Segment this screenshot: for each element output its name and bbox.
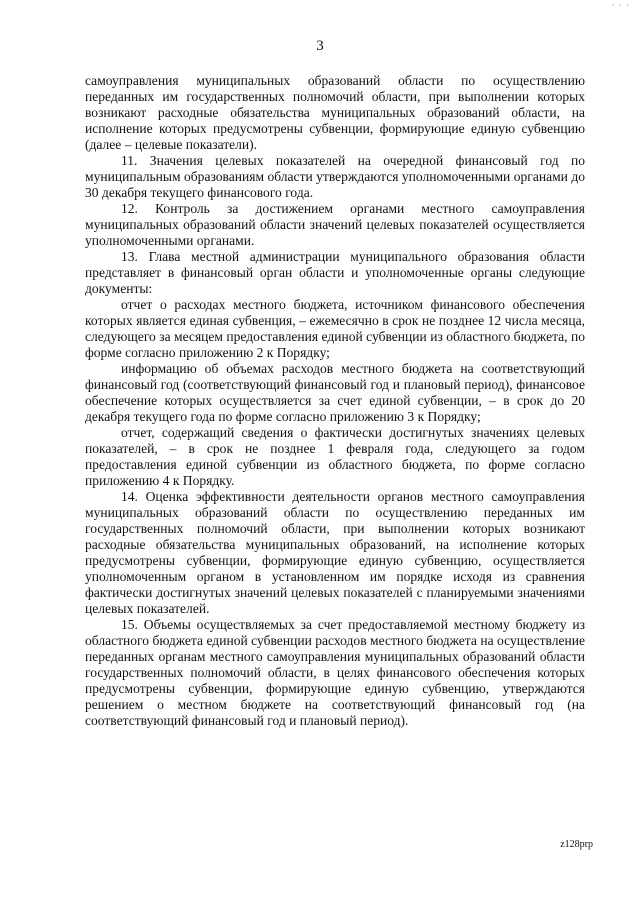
paragraph-13-item-3: отчет, содержащий сведения о фактически достигнутых значениях целевых показателей, – в срок не позднее 1 февраля года, следующего за годом предоставления единой субвенции из областного бюджета, по форме согласно приложению 4 к Порядку. <box>85 425 585 488</box>
document-body <box>85 73 585 729</box>
paragraph-15: 15. Объемы осуществляемых за счет предоставляемой местному бюджету из областного бюджета единой субвенции расходов местного бюджета на осуществление переданных органам местного самоуправления муниципальных образований области государственных полномочий области, в целях финансового обеспечения которых предусмотрены субвенции, формирующие единую субвенцию, утверждаются решением о местном бюджете на соответствующий финансовый год (на соответствующий финансовый год и плановый период). <box>85 617 585 728</box>
paragraph-continuation: самоуправления муниципальных образований области по осуществлению переданных им государственных полномочий области, при выполнении которых возникают расходные обязательства муниципальных образований области, на исполнение которых предусмотрены субвенции, формирующие единую субвенцию (далее – целевые показатели). <box>85 73 585 152</box>
paragraph-13: 13. Глава местной администрации муниципального образования области представляет в финансовый орган области и уполномоченные органы следующие документы: <box>85 249 585 296</box>
page-number: 3 <box>316 38 324 54</box>
paragraph-11: 11. Значения целевых показателей на очередной финансовый год по муниципальным образованиям области утверждаются уполномоченными органами до 30 декабря текущего финансового года. <box>85 153 585 200</box>
corner-mark: · · · <box>611 0 630 10</box>
paragraph-13-item-1: отчет о расходах местного бюджета, источником финансового обеспечения которых является единая субвенция, – ежемесячно в срок не позднее 12 числа месяца, следующего за месяцем предоставления единой субвенции из областного бюджета, по форме согласно приложению 2 к Порядку; <box>85 297 585 360</box>
footer-document-code: z128prp <box>560 839 593 850</box>
paragraph-14: 14. Оценка эффективности деятельности органов местного самоуправления муниципальных образований области по осуществлению переданных им государственных полномочий области, при выполнении которых возникают расходные обязательства муниципальных образований, на исполнение которых предусмотрены субвенции, формирующие единую субвенцию, осуществляется уполномоченным органом в установленном им порядке исходя из сравнения фактически достигнутых значений целевых показателей с планируемыми значениями целевых показателей. <box>85 489 585 616</box>
paragraph-12: 12. Контроль за достижением органами местного самоуправления муниципальных образований области значений целевых показателей осуществляется уполномоченными органами. <box>85 201 585 248</box>
paragraph-13-item-2: информацию об объемах расходов местного бюджета на соответствующий финансовый год (соответствующий финансовый год и плановый период), финансовое обеспечение которых осуществляется за счет единой субвенции, – в срок до 20 декабря текущего года по форме согласно приложению 3 к Порядку; <box>85 361 585 424</box>
